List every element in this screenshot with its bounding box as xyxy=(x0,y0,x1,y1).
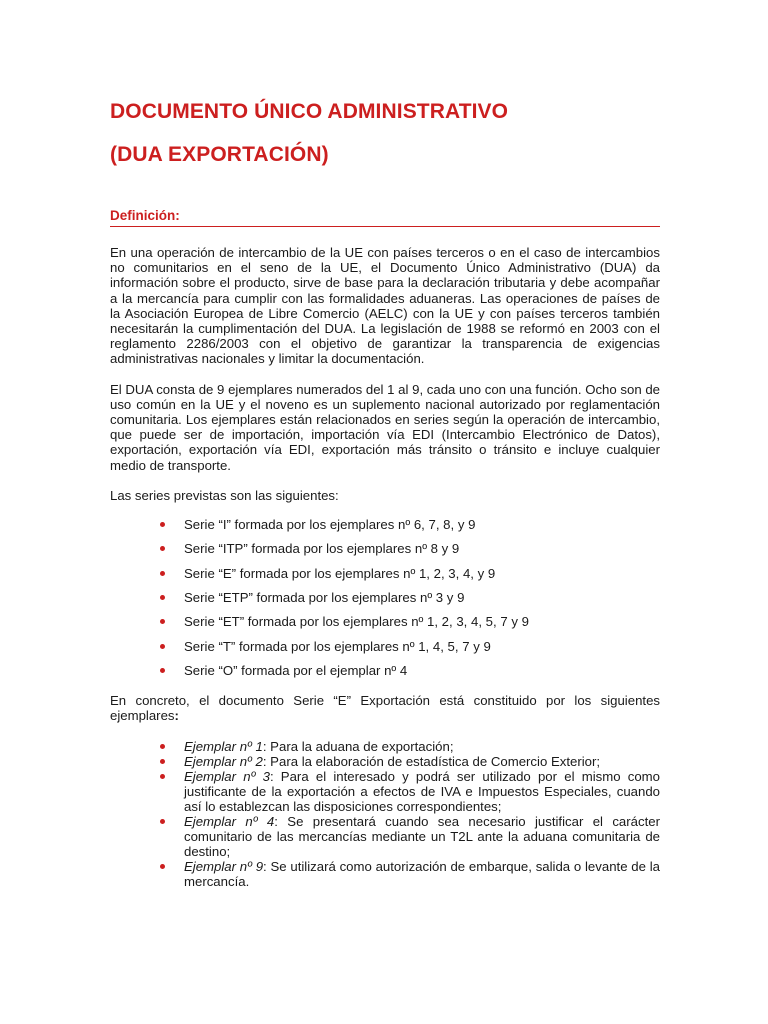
list-item xyxy=(160,754,660,769)
list-item xyxy=(160,814,660,859)
section-heading-definicion: Definición: xyxy=(110,207,660,227)
series-item-text: Serie “T” formada por los ejemplares nº 1, 4, 5, 7 y 9 xyxy=(184,638,491,654)
paragraph-series-intro: Las series previstas son las siguientes: xyxy=(110,487,339,503)
document-title: DOCUMENTO ÚNICO ADMINISTRATIVO xyxy=(110,100,509,123)
bullet-icon xyxy=(160,744,165,749)
ejemplar-label: Ejemplar nº 3 xyxy=(184,769,270,785)
bullet-icon xyxy=(160,759,165,764)
series-list xyxy=(110,517,660,678)
ejemplar-label: Ejemplar nº 9 xyxy=(184,859,264,875)
list-item xyxy=(160,541,660,556)
bullet-icon xyxy=(160,546,165,551)
list-item xyxy=(160,639,660,654)
series-item-text: Serie “ITP” formada por los ejemplares nº 8 y 9 xyxy=(184,541,460,557)
list-item xyxy=(160,859,660,889)
ejemplar-text: : Se presentará cuando sea necesario justificar el carácter comunitario de las mercancías mediante un T2L ante la aduana comunitaria de destino; xyxy=(184,814,660,860)
series-item-text: Serie “E” formada por los ejemplares nº 1, 2, 3, 4, y 9 xyxy=(184,565,496,581)
bullet-icon xyxy=(160,619,165,624)
series-item-text: Serie “ET” formada por los ejemplares nº 1, 2, 3, 4, 5, 7 y 9 xyxy=(184,614,529,630)
bullet-icon xyxy=(160,595,165,600)
list-item xyxy=(160,614,660,629)
ejemplar-text: : Para el interesado y podrá ser utilizado por el mismo como justificante de la exportación a efectos de IVA e Impuestos Especiales, cuando así lo establezcan las disposiciones correspondientes; xyxy=(184,769,660,815)
ejemplares-intro-colon: : xyxy=(174,708,179,724)
ejemplar-label: Ejemplar nº 1 xyxy=(184,739,263,755)
document-subtitle: (DUA EXPORTACIÓN) xyxy=(110,143,329,166)
list-item xyxy=(160,566,660,581)
series-item-text: Serie “I” formada por los ejemplares nº 6, 7, 8, y 9 xyxy=(184,517,476,533)
list-item xyxy=(160,739,660,754)
series-item-text: Serie “O” formada por el ejemplar nº 4 xyxy=(184,662,408,678)
bullet-icon xyxy=(160,819,165,824)
series-item-text: Serie “ETP” formada por los ejemplares nº 3 y 9 xyxy=(184,589,465,605)
paragraph-ejemplares-intro xyxy=(110,693,660,723)
bullet-icon xyxy=(160,864,165,869)
ejemplar-label: Ejemplar nº 2 xyxy=(184,754,263,770)
paragraph-intro: En una operación de intercambio de la UE con países terceros o en el caso de intercambios no comunitarios en el seno de la UE, el Documento Único Administrativo (DUA) da información sobre el producto, sirve de base para la declaración tributaria y debe acompañar a la mercancía para cumplir con las formalidades aduaneras. Las operaciones de países de la Asociación Europea de Libre Comercio (AELC) con la UE y con países terceros también necesitarán la cumplimentación del DUA. La legislación de 1988 se reformó en 2003 con el reglamento 2286/2003 con el objetivo de garantizar la transparencia de exigencias administrativas nacionales y limitar la documentación. xyxy=(110,245,660,367)
list-item xyxy=(160,517,660,532)
list-item xyxy=(160,769,660,814)
ejemplar-label: Ejemplar nº 4 xyxy=(184,814,275,830)
ejemplar-text: : Para la elaboración de estadística de Comercio Exterior; xyxy=(262,754,601,770)
paragraph-dua-ejemplares: El DUA consta de 9 ejemplares numerados del 1 al 9, cada uno con una función. Ocho son de uso común en la UE y el noveno es un suplemento nacional autorizado por reglamentación comunitaria. Los ejemplares están relacionados en series según la operación de intercambio, que puede ser de importación, importación vía EDI (Intercambio Electrónico de Datos), exportación, exportación vía EDI, exportación más tránsito o tránsito e incluye cualquier medio de transporte. xyxy=(110,381,660,473)
ejemplares-list xyxy=(110,739,660,889)
bullet-icon xyxy=(160,774,165,779)
ejemplar-text: : Se utilizará como autorización de embarque, salida o levante de la mercancía. xyxy=(184,859,660,890)
bullet-icon xyxy=(160,668,165,673)
bullet-icon xyxy=(160,644,165,649)
bullet-icon xyxy=(160,522,165,527)
list-item xyxy=(160,663,660,678)
list-item xyxy=(160,590,660,605)
ejemplar-text: : Para la aduana de exportación; xyxy=(262,739,454,755)
document-page xyxy=(110,98,660,889)
ejemplares-intro-text: En concreto, el documento Serie “E” Exportación está constituido por los siguientes ejemplares xyxy=(110,692,660,724)
bullet-icon xyxy=(160,571,165,576)
